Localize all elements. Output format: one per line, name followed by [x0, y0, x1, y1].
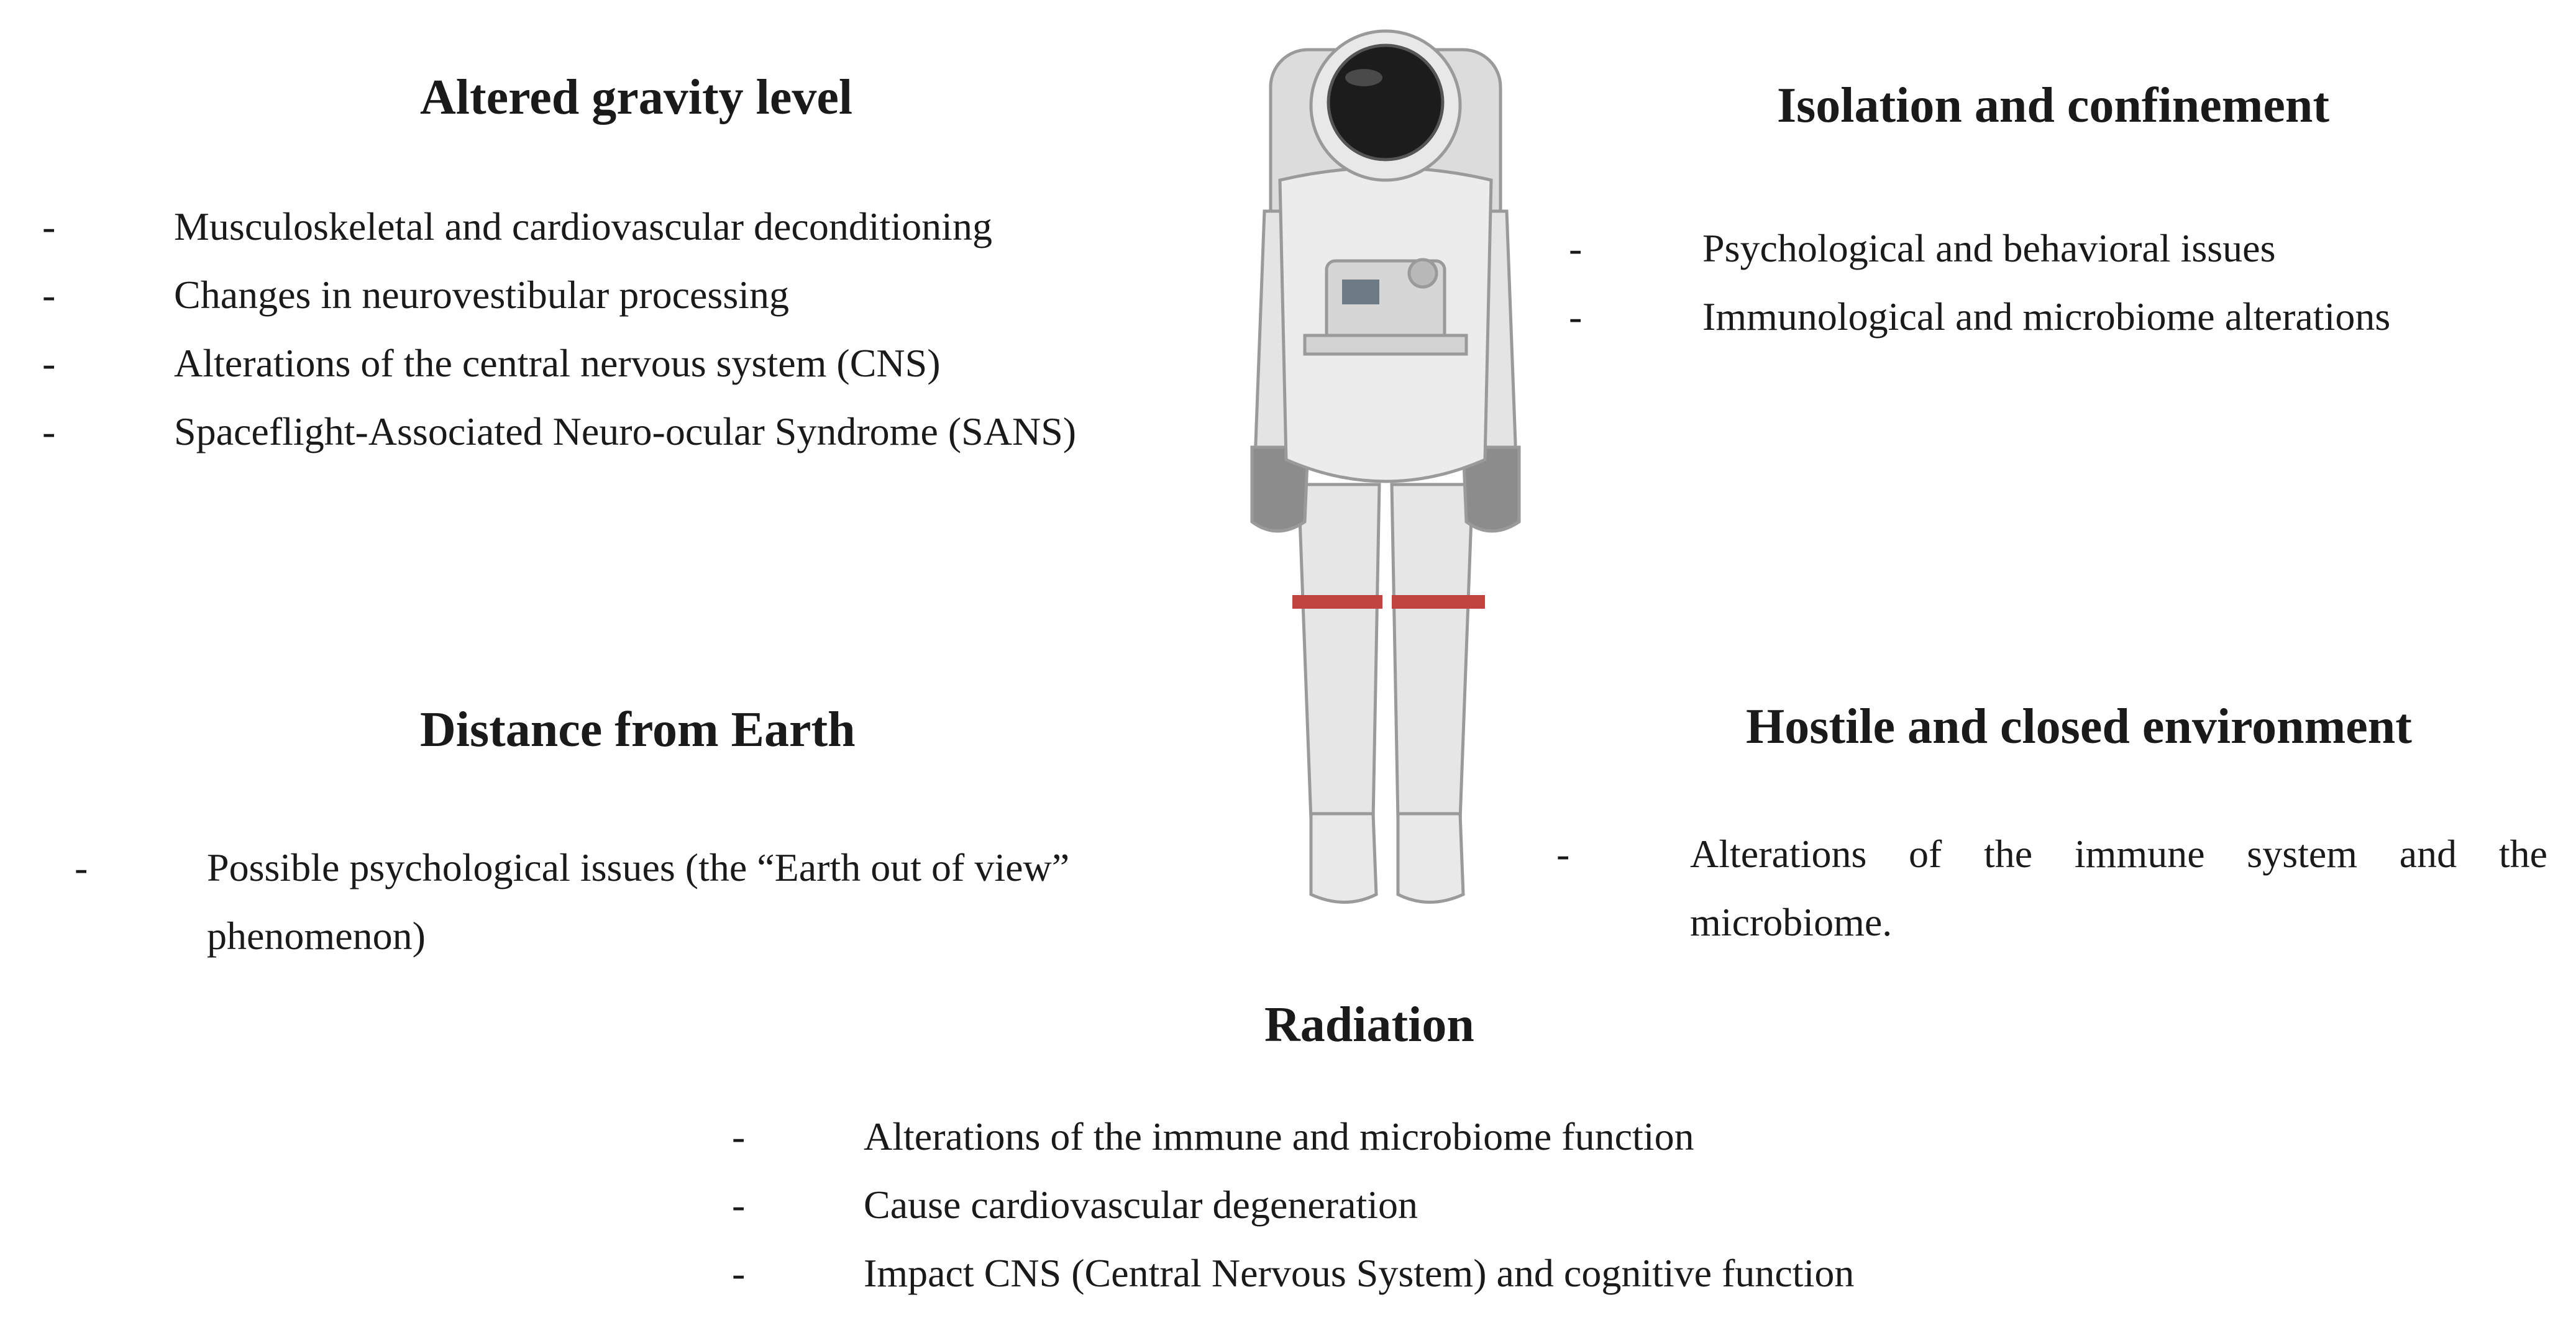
list-item: [0, 261, 1212, 329]
list-item-text: Impact CNS (Central Nervous System) and cognitive function: [864, 1251, 1855, 1295]
bullet-dash: -: [1569, 226, 1583, 270]
distance-list: [0, 834, 1181, 970]
isolation-heading: Isolation and confinement: [1777, 78, 2329, 133]
radiation-heading: Radiation: [1264, 998, 1474, 1052]
list-item-text: Cause cardiovascular degeneration: [864, 1183, 1418, 1227]
right-leg-shape: [1392, 484, 1473, 820]
left-boot-shape: [1311, 814, 1376, 903]
list-item: [708, 1103, 1951, 1171]
gravity-list: [0, 193, 1212, 466]
list-item: [708, 1171, 1951, 1239]
list-item-text: Changes in neurovestibular processing: [174, 273, 789, 317]
bullet-dash: -: [75, 845, 88, 889]
list-item: [708, 1239, 1951, 1308]
left-leg-shape: [1299, 484, 1379, 820]
list-item-text: Psychological and behavioral issues: [1702, 226, 2276, 270]
bullet-dash: -: [732, 1114, 746, 1158]
hostile-heading: Hostile and closed environment: [1746, 699, 2412, 754]
list-item-text: Immunological and microbiome alterations: [1702, 294, 2391, 339]
belt-shape: [1305, 335, 1466, 354]
list-item: [0, 834, 1181, 970]
isolation-list: [1553, 214, 2547, 351]
bullet-dash: -: [42, 409, 56, 453]
left-knee-stripe: [1292, 595, 1382, 609]
list-item-text: Alterations of the immune and microbiome function: [864, 1114, 1694, 1158]
list-item: [0, 193, 1212, 261]
list-item: [0, 329, 1212, 398]
astronaut-figure: [1252, 31, 1519, 903]
bullet-dash: -: [42, 341, 56, 385]
helmet-visor: [1328, 45, 1443, 160]
bullet-dash: -: [1556, 832, 1570, 876]
list-item-text: Musculoskeletal and cardiovascular deconditioning: [174, 204, 992, 248]
list-item-text-line1: Alterations of the immune system and the: [1690, 832, 2547, 876]
bullet-dash: -: [732, 1251, 746, 1295]
radiation-list: [708, 1103, 1951, 1308]
bullet-dash: -: [42, 204, 56, 248]
list-item-text: Possible psychological issues (the “Earth out of view” phenomenon): [207, 845, 1070, 958]
list-item-text-line2: microbiome.: [1690, 900, 1893, 944]
gravity-heading: Altered gravity level: [420, 70, 853, 125]
bullet-dash: -: [732, 1183, 746, 1227]
list-item: [1541, 820, 2547, 957]
bullet-dash: -: [1569, 294, 1583, 339]
list-item-text: Spaceflight-Associated Neuro-ocular Syndrome (SANS): [174, 409, 1077, 453]
astronaut-illustration: [1218, 12, 1553, 913]
bullet-dash: -: [42, 273, 56, 317]
distance-heading: Distance from Earth: [420, 703, 856, 757]
right-knee-stripe: [1392, 595, 1485, 609]
list-item: [1553, 283, 2547, 351]
list-item: [0, 398, 1212, 466]
list-item: [1553, 214, 2547, 283]
right-boot-shape: [1398, 814, 1463, 903]
hostile-list: [1541, 820, 2547, 957]
chest-display: [1342, 280, 1379, 304]
list-item-text: Alterations of the central nervous system (CNS): [174, 341, 941, 385]
chest-dial: [1409, 260, 1436, 287]
visor-highlight: [1345, 69, 1382, 86]
